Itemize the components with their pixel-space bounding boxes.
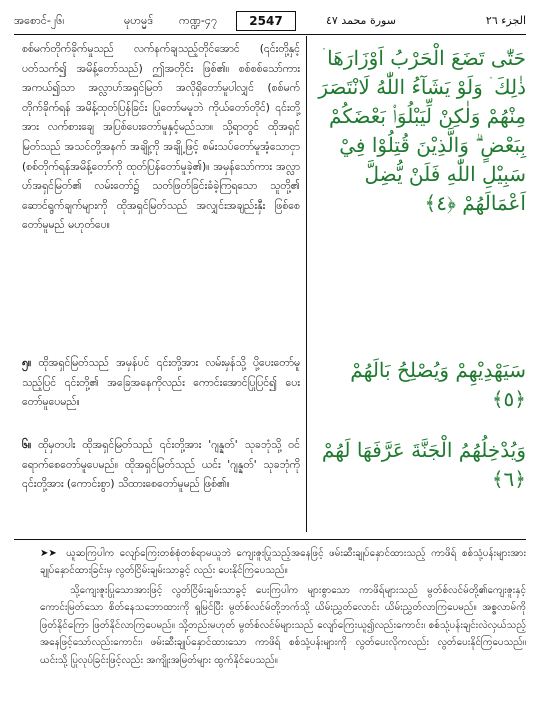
footnote-text: သို့ကျေးဇူးပြုသောအားဖြင့် လွတ်ငြိမ်းချမ်းသာခွင့် ပေးကြပါက များစွာသော ကာဖိရ်များသည် မွတ်စ်လင်မ်တို့၏ကျေးဇူးနှင့် ကောင်းမြတ်သော စိတ်နေသဘောထားကို ရှုမြင်ပြီး မွတ်စ်လင်မ်တို့ဘက်သို့ ယိမ်းညွှတ်လောင်း ယိမ်းညွှတ်လာကြပေမည်။ အစ္စလာမ်ကို ဖြတ်နိုင်ကြော ဖြတ်နိုင်လာကြပေမည်။ သို့တည်းမဟုတ် မွတ်စ်လင်မ်များသည် လျော်ကြေးယူ၍လည်းကောင်း၊ စစ်သုံ့ပန်းချင်းလဲလှယ်သည့် အနေဖြင့်သော်လည်းကောင်း၊ ဖမ်းဆီးချုပ်နှောင်ထားသော ကာဖိရ် စစ်သုံ့ပန်းများကို လွတ်ပေးလိုကလည်း လွတ်ပေးနိုင်ကြပေသည်။ ယင်းသို့ ပြုလုပ်ခြင်းဖြင့်လည်း အကျိုးအမြတ်များ ထွက်နိုင်ပေသည်။ [40,585,526,666]
verse-number: ၅။ [22,357,32,369]
footnote-paragraph-2 [40,582,526,704]
page-number: 2547 [236,11,296,31]
footnote-rule [14,539,526,540]
arabic-verse-6: وَيُدْخِلُهُمُ الْجَنَّةَ عَرَّفَهَا لَهُمْ ﴿٦﴾ [321,438,526,491]
translation-block-5 [22,354,300,434]
header-juz-arabic: الجزء ٢٦ [485,14,526,27]
header-surah-arabic: سورة محمد ٤٧ [326,14,396,27]
translation-text: ထိုမှတပါး ထိုအရှင်မြတ်သည် ၎င်းတို့အား 'ဂျန္နတ်' သုခဘုံသို့ ဝင်ရောက်စေတော်မူပေမည်။ ထိုအရှင်မြတ်သည် ယင်း 'ဂျန္နတ်' သုခဘုံကို ၎င်းတို့အား (ကောင်းစွာ) သိထားစေတော်မူမည် ဖြစ်၏။ [22,439,300,491]
page-header [14,10,526,32]
column-divider [306,36,307,532]
footnote-text: ယူဆကြပါက လျော်ကြေးတစ်စုံတစ်ရာမယူဘဲ ကျေးဇူးပြုသည့်အနေဖြင့် ဖမ်းဆီးချုပ်နှောင်ထားသည့် ကာဖိရ် စစ်သုံ့ပန်းများအား ချုပ်နှောင်ထားခြင်းမှ လွတ်ငြိမ်းချမ်းသာခွင့် လည်း ပေးနိုင်ကြပေသည်။ [40,548,526,577]
header-chapter-myanmar: ကဏ္ဍ-၄၇ [179,14,218,27]
translation-block-4 [22,40,300,340]
footnote-paragraph-1 [40,545,526,581]
header-volume: အစောင်-၂၆၊ [14,14,65,27]
translation-text: ထိုအရှင်မြတ်သည် အမှန်ပင် ၎င်းတို့အား လမ်းမှန်သို့ ပို့ပေးတော်မူသည့်ပြင် ၎င်းတို့၏ အခြေအနေကိုလည်း ကောင်းအောင်ပြုပြင်၍ ပေးတော်မူပေမည်။ [22,357,301,409]
footnote-continuation-marker: ➤➤ [40,548,57,559]
header-rule [14,34,526,35]
translation-block-6 [22,436,300,530]
translation-text: စစ်မက်တိုက်ခိုက်မှုသည် လက်နက်ချသည့်တိုင်အောင် (၎င်းတို့နှင့်ပတ်သက်၍ အမိန့်တော်သည်) ဤအတိုင်း ဖြစ်၏။ စစ်စစ်သော်ကား အကယ်၍သာ အလ္လာဟ်အရှင်မြတ် အလိုရှိတော်မူပါလျှင် (စစ်မက်တိုက်ခိုက်ရန် အမိန့်ထုတ်ပြန်ခြင်း ပြုတော်မမူဘဲ ကိုယ်တော်တိုင်) ၎င်းတို့အား လက်စားချေ အပြစ်ပေးတော်မူနှင့်မည်သာ။ သို့ရာတွင် ထိုအရှင်မြတ်သည် အသင်တို့အနက် အချို့ကို အချို့ဖြင့် စမ်းသပ်တော်မူအံ့သောငှာ (စစ်တိုက်ရန်အမိန့်တော်ကို ထုတ်ပြန်တော်မူခဲ့၏)။ အမှန်သော်ကား အလ္လာဟ်အရှင်မြတ်၏ လမ်းတော်၌ သတ်ဖြတ်ခြင်းခံခဲ့ကြရသော သူတို့၏ ဆောင်ရွက်ချက်များကို ထိုအရှင်မြတ်သည် အလျှင်းအချည်းနှီး ဖြစ်စေတော်မူမည် မဟုတ်ပေ။ [22,43,300,232]
arabic-verse-4: حَتّٰى تَضَعَ الْحَرْبُ اَوْزَارَهَا ۛ ذٰلِكَ ۛ وَلَوْ يَشَآءُ اللّٰهُ لَانْتَصَرَ مِنْهُمْ وَلٰكِنْ لِّيَبْلُوَا۟ بَعْضَكُمْ بِبَعْضٍ ۗ وَالَّذِيْنَ قُتِلُوْا فِيْ سَبِيْلِ اللّٰهِ فَلَنْ يُّضِلَّ اَعْمَالَهُمْ ﴿٤﴾ [318,46,526,215]
arabic-verse-5: سَيَهْدِيْهِمْ وَيُصْلِحُ بَالَهُمْ ﴿٥﴾ [350,358,526,411]
verse-number: ၆။ [22,439,32,451]
header-surah-myanmar: မုဟမ္မဒ် [124,14,154,27]
